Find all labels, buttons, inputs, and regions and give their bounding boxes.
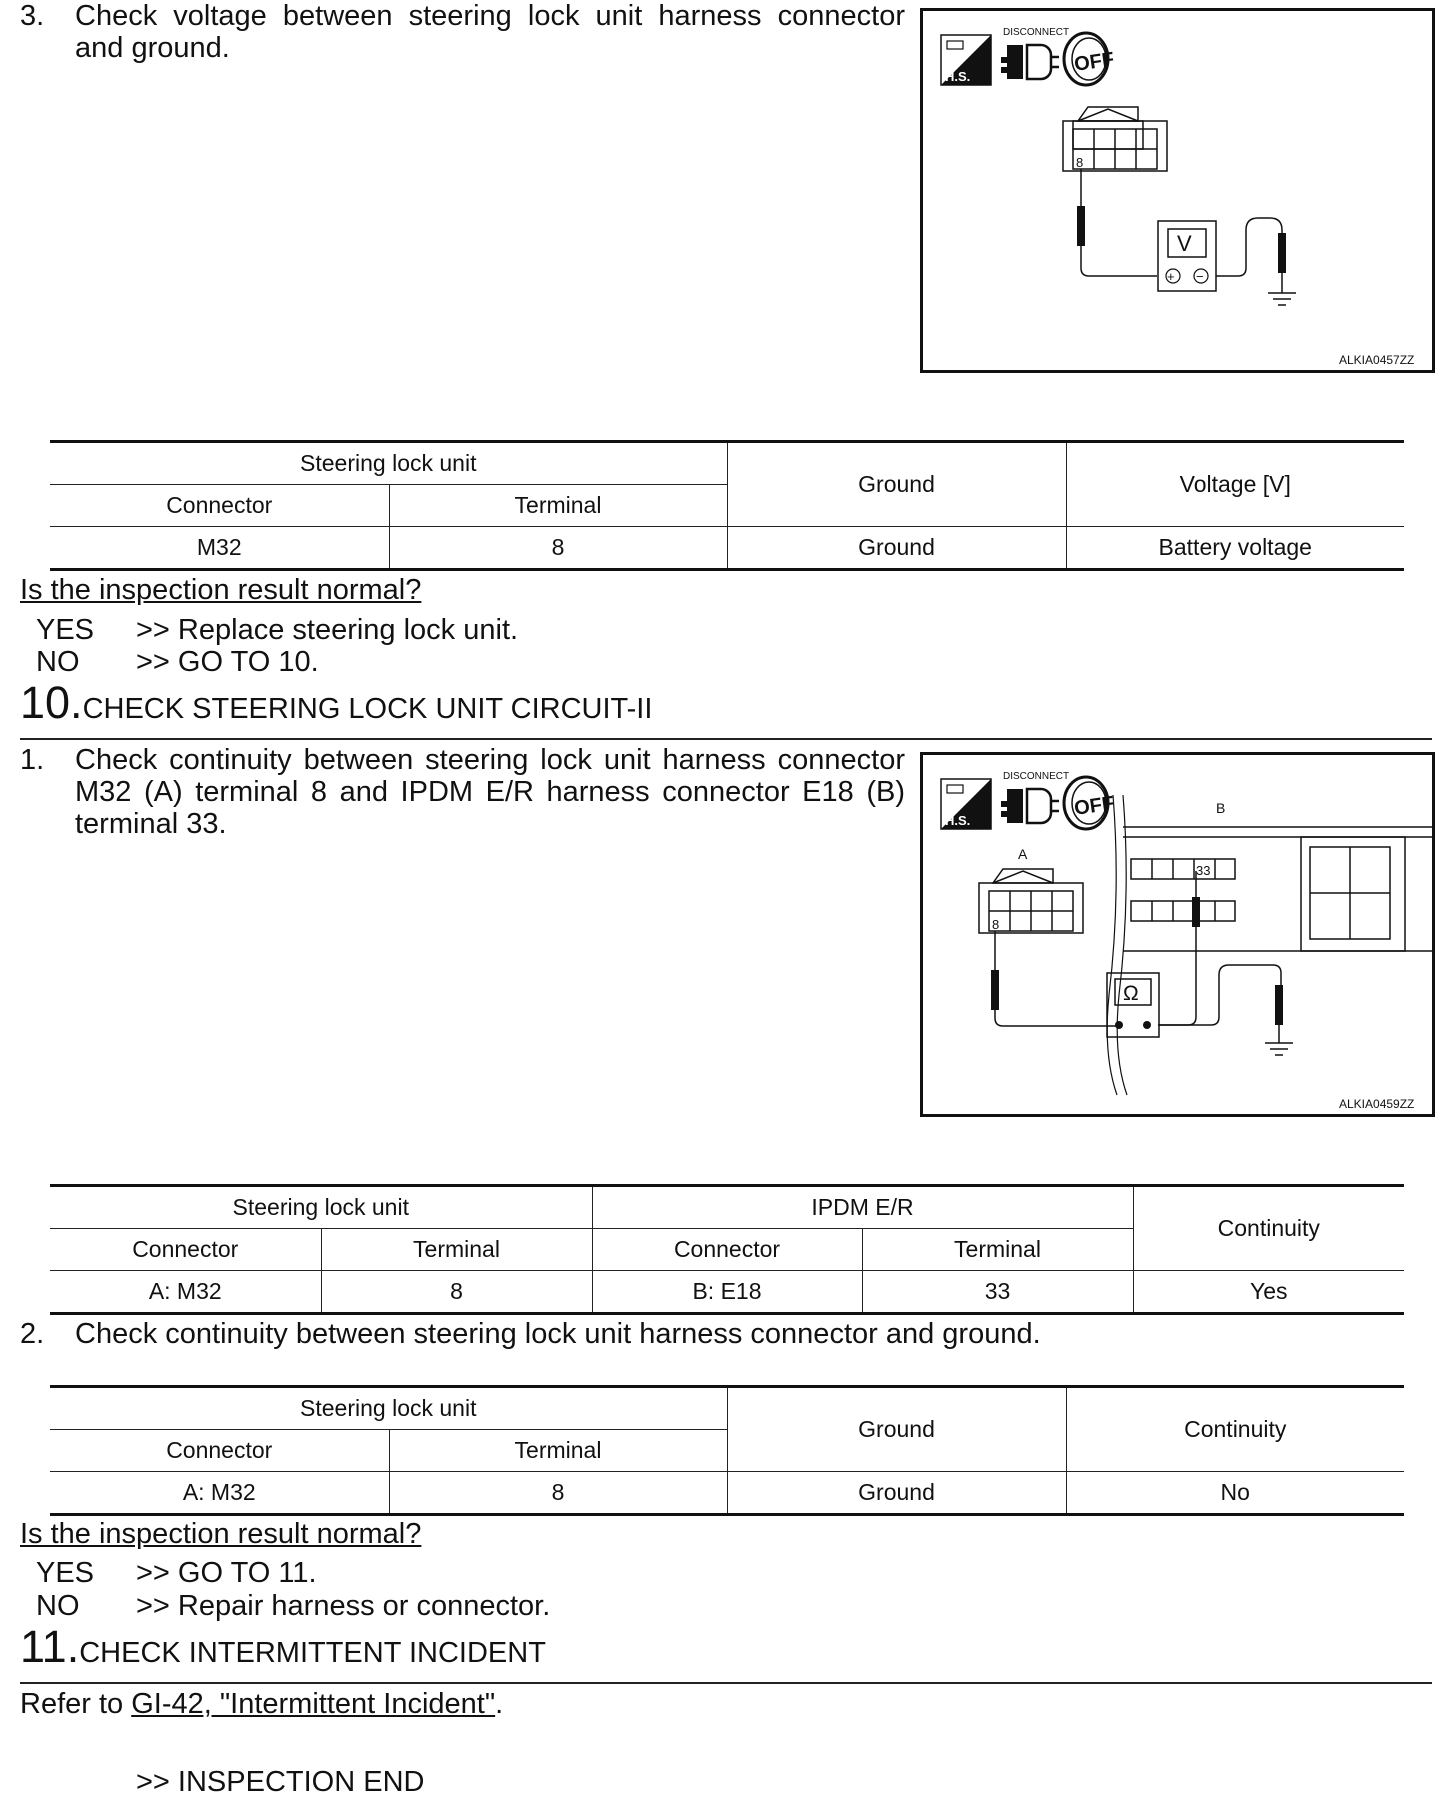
table-header-voltage: Voltage [V]	[1066, 442, 1404, 527]
cell-terminal: 8	[389, 527, 727, 570]
ohmmeter	[991, 871, 1293, 1055]
table-header-connector: Connector	[592, 1229, 862, 1271]
hs-icon	[941, 35, 991, 85]
figure-code: ALKIA0457ZZ	[1339, 353, 1415, 367]
answer-yes-label: YES	[36, 1557, 95, 1589]
table-group-header: Steering lock unit	[50, 442, 727, 485]
table-group-header: Steering lock unit	[50, 1387, 727, 1430]
voltage-check-figure	[920, 8, 1435, 373]
inspection-question: Is the inspection result normal?	[20, 574, 422, 606]
cell-voltage: Battery voltage	[1066, 527, 1404, 570]
section-11-title	[20, 1621, 546, 1672]
section-divider	[20, 1682, 1432, 1684]
refer-line	[20, 1688, 503, 1720]
svg-text:A: A	[1018, 846, 1028, 862]
answer-no-label: NO	[36, 1590, 80, 1622]
answer-yes-action: >> Replace steering lock unit.	[136, 614, 519, 646]
cell-ground: Ground	[727, 527, 1066, 570]
answer-no-action: >> Repair harness or connector.	[136, 1590, 551, 1622]
cell-terminal: 8	[389, 1472, 727, 1515]
ignition-off-icon	[1064, 33, 1116, 85]
step-3-text: Check voltage between steering lock unit harness connector and ground.	[75, 0, 905, 64]
step-2-number: 2.	[20, 1318, 45, 1350]
table-row	[50, 1271, 1404, 1314]
table-header-terminal: Terminal	[389, 1430, 727, 1472]
step-1-text: Check continuity between steering lock unit harness connector M32 (A) terminal 8 and IPDM E/R harness connector E18 (B) terminal 33.	[75, 744, 905, 840]
table-header-connector: Connector	[50, 485, 389, 527]
svg-text:OFF: OFF	[1072, 792, 1116, 820]
cell-continuity: No	[1066, 1472, 1404, 1515]
answer-yes-label: YES	[36, 614, 95, 646]
svg-text:Ω: Ω	[1123, 982, 1139, 1005]
voltage-check-diagram	[923, 11, 1432, 370]
reference-link[interactable]: GI-42, "Intermittent Incident"	[131, 1688, 496, 1720]
section-title: CHECK STEERING LOCK UNIT CIRCUIT-II	[82, 693, 653, 725]
svg-text:+: +	[1167, 269, 1175, 284]
answer-yes-action: >> GO TO 11.	[136, 1557, 317, 1589]
svg-text:DISCONNECT: DISCONNECT	[1003, 27, 1070, 38]
table-header-terminal: Terminal	[389, 485, 727, 527]
cell-connector: B: E18	[592, 1271, 862, 1314]
ground-continuity-table	[50, 1385, 1404, 1516]
cell-terminal: 33	[862, 1271, 1133, 1314]
svg-text:33: 33	[1196, 863, 1211, 878]
section-number: 11.	[20, 1621, 80, 1672]
continuity-check-diagram	[923, 755, 1432, 1114]
section-divider	[20, 738, 1432, 740]
step-2-text: Check continuity between steering lock unit harness connector and ground.	[75, 1318, 1041, 1350]
step-3-number: 3.	[20, 0, 45, 32]
svg-text:8: 8	[992, 917, 1000, 932]
table-group-steering: Steering lock unit	[50, 1186, 592, 1229]
cell-ground: Ground	[727, 1472, 1066, 1515]
table-header-terminal: Terminal	[862, 1229, 1133, 1271]
cell-continuity: Yes	[1133, 1271, 1404, 1314]
harness-connector	[1063, 107, 1167, 171]
table-header-terminal: Terminal	[321, 1229, 592, 1271]
voltmeter	[1077, 169, 1296, 305]
continuity-check-figure	[920, 752, 1435, 1117]
ipdm-connector-b	[1107, 795, 1432, 1095]
refer-suffix: .	[495, 1688, 504, 1720]
svg-text:OFF: OFF	[1072, 48, 1116, 76]
disconnect-icon	[1001, 27, 1069, 79]
continuity-circuit-table	[50, 1184, 1404, 1315]
table-header-connector: Connector	[50, 1430, 389, 1472]
section-number: 10.	[20, 677, 83, 728]
cell-connector: A: M32	[148, 1278, 222, 1304]
inspection-question: Is the inspection result normal?	[20, 1518, 422, 1550]
table-header-continuity: Continuity	[1066, 1387, 1404, 1472]
table-row	[50, 1472, 1404, 1515]
svg-text:−: −	[1196, 269, 1204, 284]
table-header-connector: Connector	[50, 1229, 321, 1271]
step-1-number: 1.	[20, 744, 45, 776]
svg-text:H.S.: H.S.	[945, 69, 971, 84]
table-row	[50, 527, 1404, 570]
answer-no-action: >> GO TO 10.	[136, 646, 319, 678]
cell-connector: A: M32	[182, 1479, 256, 1505]
svg-text:V: V	[1177, 231, 1192, 256]
section-10-title	[20, 677, 653, 728]
cell-terminal: 8	[321, 1271, 592, 1314]
refer-prefix: Refer to	[20, 1688, 132, 1720]
steering-lock-connector-a	[979, 846, 1083, 933]
svg-text:H.S.: H.S.	[945, 813, 971, 828]
svg-text:8: 8	[1076, 155, 1084, 170]
cell-connector: M32	[196, 534, 242, 560]
inspection-end: >> INSPECTION END	[136, 1766, 425, 1798]
table-header-continuity: Continuity	[1133, 1186, 1404, 1271]
ignition-off-icon	[1064, 777, 1116, 829]
svg-text:B: B	[1216, 800, 1226, 816]
disconnect-icon	[1001, 771, 1069, 823]
table-header-ground: Ground	[727, 1387, 1066, 1472]
section-title: CHECK INTERMITTENT INCIDENT	[79, 1637, 546, 1669]
hs-icon	[941, 779, 991, 829]
table-header-ground: Ground	[727, 442, 1066, 527]
figure-code: ALKIA0459ZZ	[1339, 1097, 1415, 1111]
answer-no-label: NO	[36, 646, 80, 678]
svg-text:DISCONNECT: DISCONNECT	[1003, 771, 1070, 782]
table-group-ipdm: IPDM E/R	[592, 1186, 1133, 1229]
voltage-spec-table	[50, 440, 1404, 571]
